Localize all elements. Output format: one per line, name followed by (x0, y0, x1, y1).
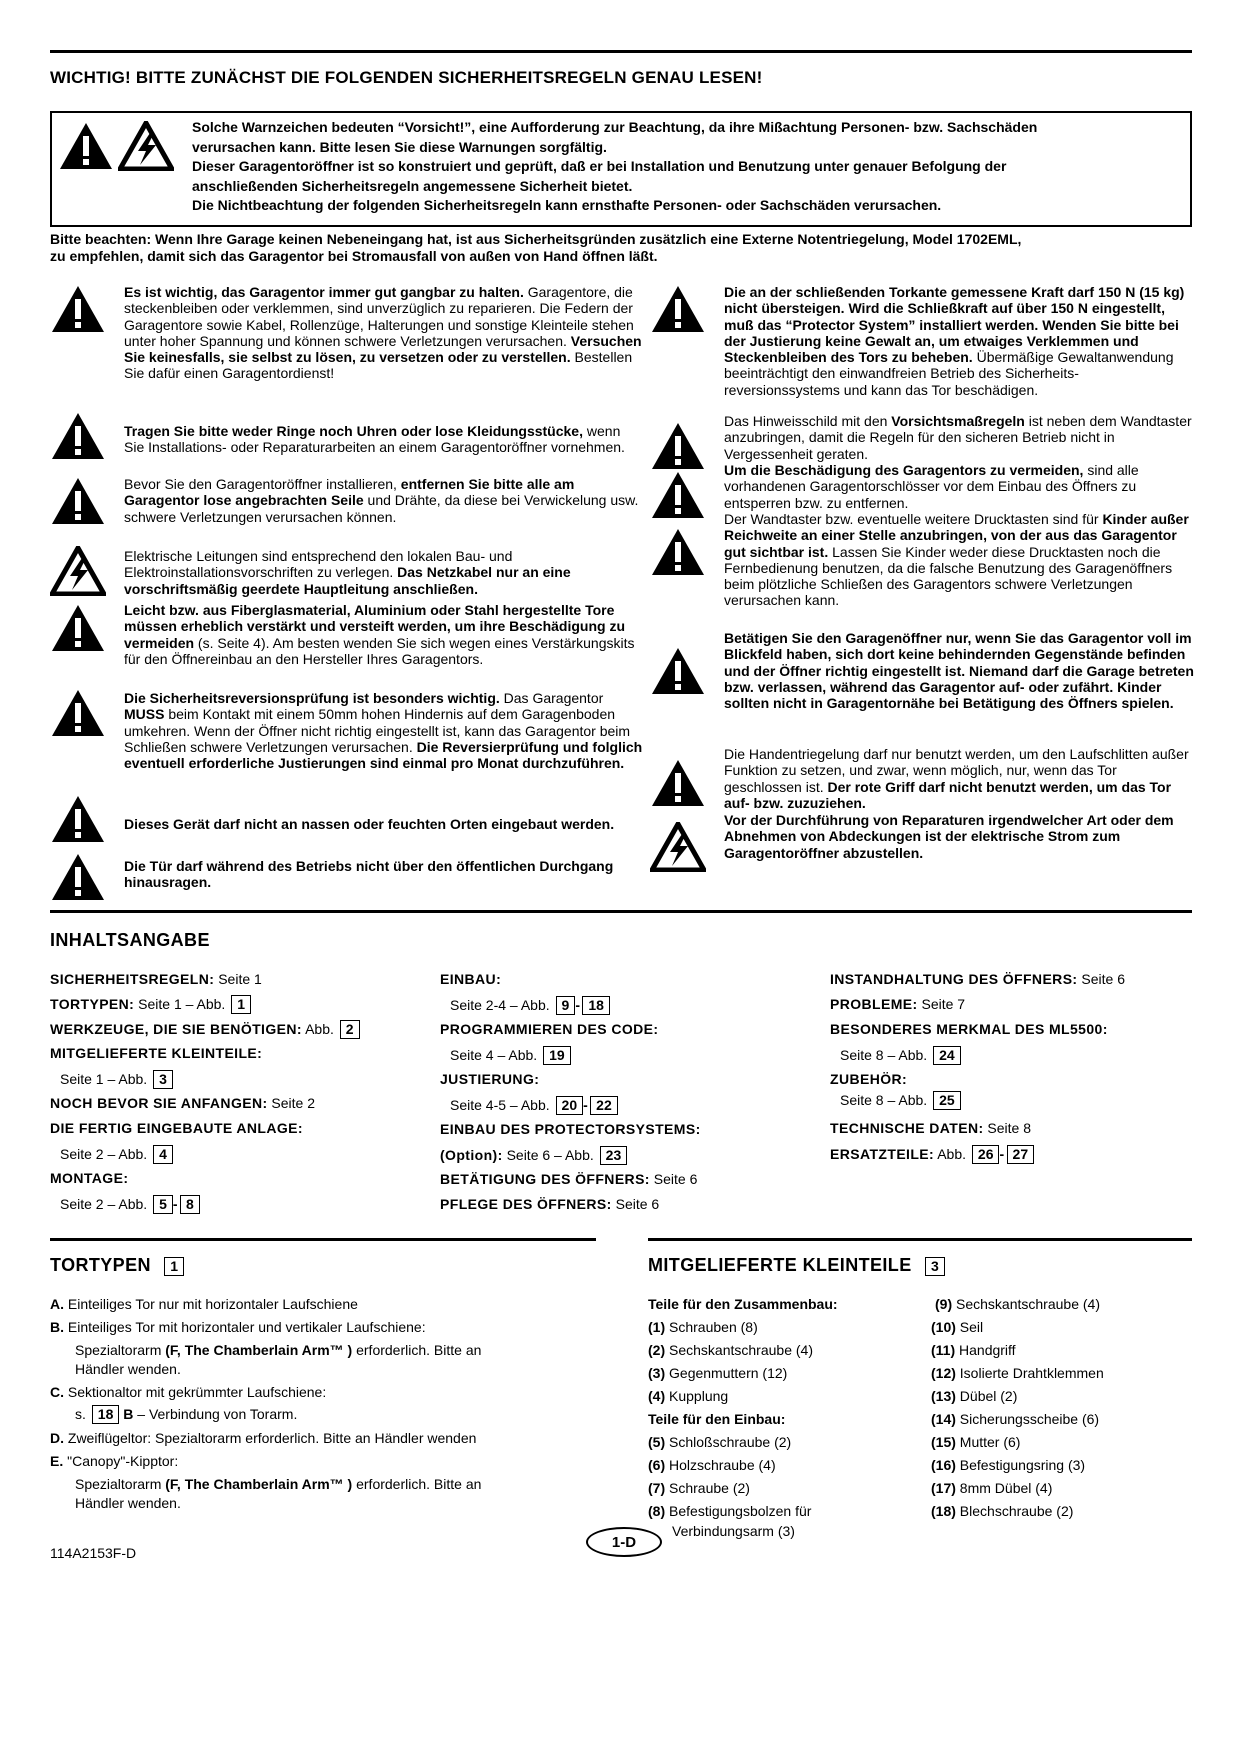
toc-col3-line7: TECHNISCHE DATEN: Seite 8 (830, 1120, 1032, 1136)
toc-col2-line1: EINBAU: (440, 971, 502, 987)
list-item: (3) Gegenmuttern (12) (648, 1365, 788, 1381)
toc-col1-line8: Seite 2 – Abb. 4 (60, 1145, 173, 1164)
warning-box (50, 111, 1192, 227)
toc-col3-line6: Seite 8 – Abb. 25 (840, 1091, 961, 1110)
list-item: (17) 8mm Dübel (4) (931, 1480, 1053, 1496)
list-item: (5) Schloßschraube (2) (648, 1434, 792, 1450)
warning-triangle-icon (50, 411, 106, 461)
toc-col2-line9: BETÄTIGUNG DES ÖFFNERS: Seite 6 (440, 1171, 698, 1187)
list-item: (7) Schraube (2) (648, 1480, 750, 1496)
warning-line-5: Die Nichtbeachtung der folgenden Sicherheitsregeln kann ernsthafte Personen- oder Sachschäden verursachen. (192, 197, 942, 213)
list-item: (12) Isolierte Drahtklemmen (931, 1365, 1104, 1381)
toc-rule (50, 910, 1192, 913)
warning-triangle-icon (50, 794, 106, 844)
list-item: (16) Befestigungsring (3) (931, 1457, 1086, 1473)
warning-line-2: verursachen kann. Bitte lesen Sie diese Warnungen sorgfältig. (192, 138, 607, 155)
warning-triangle-icon (50, 284, 106, 334)
safety-rules-right (650, 284, 1200, 904)
warning-triangle-icon (650, 421, 706, 471)
toc-col2-line4: Seite 4 – Abb. 19 (450, 1046, 571, 1065)
toc-col2-line8: (Option): Seite 6 – Abb. 23 (440, 1146, 627, 1165)
right-rule-7: Vor der Durchführung von Reparaturen irgendwelcher Art oder dem Abnehmen von Abdeckungen ist der elektrische Strom zum Garagentoröffner abzustellen. (724, 812, 1174, 861)
warning-line-1: Solche Warnzeichen bedeuten “Vorsicht!”, eine Aufforderung zur Beachtung, da ihre Mißachtung Personen- bzw. Sachschäden (192, 119, 1038, 135)
warning-triangle-icon (50, 476, 106, 526)
right-rule-1: Die an der schließenden Torkante gemessene Kraft darf 150 N (15 kg) nicht übersteigen. Wird die Schließkraft auf über 150 N eingestellt, muß das “Protector System” installiert werden. Wenden Sie bitte bei der Justierung keine Gewalt an, um etwaiges Verklemmen und Steckenbleiben des Tors zu beheben. Übermäßige Gewaltanwendung beeinträchtigt den einwandfreien Betrieb des Sicherheits-reversionssystems und kann das Tor beschädigen. (724, 284, 1185, 398)
toc-col2-line3: PROGRAMMIEREN DES CODE: (440, 1021, 659, 1037)
list-item: (18) Blechschraube (2) (931, 1503, 1074, 1519)
document-code: 114A2153F-D (50, 1545, 137, 1561)
list-item: (9) Sechskantschraube (4) (935, 1296, 1100, 1312)
toc-col1-line6: NOCH BEVOR SIE ANFANGEN: Seite 2 (50, 1095, 316, 1111)
electric-hazard-icon (50, 546, 106, 596)
left-rule-4: Elektrische Leitungen sind entsprechend den lokalen Bau- und Elektroinstallationsvorschriften zu verlegen. Das Netzkabel nur an eine vorschriftsmäßig geerdete Hauptleitung anschließen. (124, 548, 571, 597)
warning-triangle-icon (650, 527, 706, 577)
list-item: (6) Holzschraube (4) (648, 1457, 776, 1473)
list-item: (14) Sicherungsscheibe (6) (931, 1411, 1100, 1427)
left-rule-2: Tragen Sie bitte weder Ringe noch Uhren oder lose Kleidungsstücke, wenn Sie Installations- oder Reparaturarbeiten an einem Garagentoröffner vornehmen. (124, 423, 625, 456)
toc-col1-line10: Seite 2 – Abb. 5 - 8 (60, 1195, 200, 1214)
left-rule-6: Die Sicherheitsreversionsprüfung ist besonders wichtig. Das Garagentor MUSS beim Kontakt mit einem 50mm hohen Hindernis auf dem Garagenboden umkehren. Wenn der Öffner nicht richtig eingestellt ist, kann das Garagentor beim Schließen schwere Verletzungen verursachen. Die Reversierprüfung und folglich eventuell erforderliche Justierungen sind einmal pro Monat durchzuführen. (124, 690, 643, 772)
tortypen-b2: Spezialtorarm (F, The Chamberlain Arm™ ) erforderlich. Bitte an (75, 1342, 482, 1358)
toc-col2-line10: PFLEGE DES ÖFFNERS: Seite 6 (440, 1196, 660, 1212)
tortypen-d: D. Zweiflügeltor: Spezialtorarm erforderlich. Bitte an Händler wenden (50, 1430, 477, 1446)
tortypen-c2: s. 18 B – Verbindung von Torarm. (75, 1406, 298, 1422)
warning-line-3: Dieser Garagentoröffner ist so konstruiert und geprüft, daß er bei Installation und Benutzung unter genauer Befolgung der (192, 158, 1007, 174)
tortypen-rule (50, 1238, 596, 1241)
warning-line-4: anschließenden Sicherheitsregeln angemessene Sicherheit bietet. (192, 177, 633, 194)
right-rule-4: Der Wandtaster bzw. eventuelle weitere Drucktasten sind für Kinder außer Reichweite an einer Stelle anzubringen, von der aus das Garagentor gut sichtbar ist. Lassen Sie Kinder weder diese Drucktasten noch die Fernbedienung benutzen, da die falsche Benutzung des Garagenöffners beim plötzliche Schließen des Garagentors schwere Verletzungen verursachen kann. (724, 511, 1189, 609)
list-item: (15) Mutter (6) (931, 1434, 1021, 1450)
toc-col2-line6: Seite 4-5 – Abb. 20 - 22 (450, 1096, 618, 1115)
list-item: (2) Sechskantschraube (4) (648, 1342, 813, 1358)
warning-triangle-icon (650, 470, 706, 520)
toc-col1-line5: Seite 1 – Abb. 3 (60, 1070, 173, 1089)
warning-triangle-icon (50, 603, 106, 653)
list-item-continuation: Verbindungsarm (3) (672, 1523, 795, 1539)
toc-col3-line1: INSTANDHALTUNG DES ÖFFNERS: Seite 6 (830, 971, 1125, 987)
toc-col3-line8: ERSATZTEILE: Abb. 26 - 27 (830, 1145, 1034, 1164)
list-item: (1) Schrauben (8) (648, 1319, 758, 1335)
toc-col1-line2: TORTYPEN: Seite 1 – Abb. 1 (50, 995, 251, 1014)
kleinteile-heading: MITGELIEFERTE KLEINTEILE 3 (648, 1255, 945, 1276)
right-rule-3: Um die Beschädigung des Garagentors zu vermeiden, sind alle vorhandenen Garagentorschlösser vor dem Einbau des Öffners zu entsperren bzw. zu entfernen. (724, 462, 1139, 511)
page-title: WICHTIG! BITTE ZUNÄCHST DIE FOLGENDEN SICHERHEITSREGELN GENAU LESEN! (50, 68, 763, 87)
emergency-release-note (50, 231, 1200, 264)
list-item: (8) Befestigungsbolzen für (648, 1503, 812, 1519)
warning-triangle-icon (50, 852, 106, 902)
safety-rules-left (50, 284, 643, 904)
note-line-2: zu empfehlen, damit sich das Garagentor bei Stromausfall von außen von Hand öffnen läßt. (50, 247, 658, 264)
toc-col1-line1: SICHERHEITSREGELN: Seite 1 (50, 971, 262, 987)
list-item: (11) Handgriff (931, 1342, 1016, 1358)
left-rule-7: Dieses Gerät darf nicht an nassen oder feuchten Orten eingebaut werden. (124, 816, 615, 832)
tortypen-e3: Händler wenden. (75, 1495, 181, 1511)
electric-hazard-icon (650, 822, 706, 872)
kleinteile-rule (648, 1238, 1192, 1241)
warning-triangle-icon (58, 121, 114, 171)
list-item: (10) Seil (931, 1319, 984, 1335)
warning-triangle-icon (650, 646, 706, 696)
warning-triangle-icon (650, 284, 706, 334)
tortypen-e2: Spezialtorarm (F, The Chamberlain Arm™ ) erforderlich. Bitte an (75, 1476, 482, 1492)
tortypen-c: C. Sektionaltor mit gekrümmter Laufschiene: (50, 1384, 327, 1400)
left-rule-8: Die Tür darf während des Betriebs nicht über den öffentlichen Durchgang hinausragen. (124, 858, 614, 891)
warning-triangle-icon (50, 688, 106, 738)
tortypen-a: A. Einteiliges Tor nur mit horizontaler Laufschiene (50, 1296, 358, 1312)
toc-col1-line3: WERKZEUGE, DIE SIE BENÖTIGEN: Abb. 2 (50, 1020, 360, 1039)
right-rule-5: Betätigen Sie den Garagenöffner nur, wenn Sie das Garagentor voll im Blickfeld haben, sich dort keine behindernden Gegenstände befinden und der Öffner richtig eingestellt ist. Niemand darf die Garage betreten bzw. verlassen, während das Garagentor auf- oder zufährt. Kinder sollten nicht in Garagentornähe bei Betätigung des Öffners spielen. (724, 630, 1194, 712)
kleinteile-sub-zusammenbau: Teile für den Zusammenbau: (648, 1296, 838, 1312)
top-rule (50, 50, 1192, 53)
toc-heading: INHALTSANGABE (50, 930, 210, 950)
toc-col3-line5: ZUBEHÖR: (830, 1071, 908, 1087)
page-number: 1-D (611, 1533, 637, 1551)
tortypen-e: E. "Canopy"-Kipptor: (50, 1453, 179, 1469)
kleinteile-sub-einbau: Teile für den Einbau: (648, 1411, 786, 1427)
toc-col2-line5: JUSTIERUNG: (440, 1071, 540, 1087)
list-item: (4) Kupplung (648, 1388, 729, 1404)
note-line-1: Bitte beachten: Wenn Ihre Garage keinen Nebeneingang hat, ist aus Sicherheitsgründen zusätzlich eine Externe Notentriegelung, Model 1702EML, (50, 231, 1022, 247)
toc-col3-line2: PROBLEME: Seite 7 (830, 996, 966, 1012)
tortypen-heading: TORTYPEN 1 (50, 1255, 184, 1276)
warning-triangle-icon (650, 758, 706, 808)
electric-hazard-icon (118, 121, 174, 171)
right-rule-2: Das Hinweisschild mit den Vorsichtsmaßregeln ist neben dem Wandtaster anzubringen, damit die Regeln für den sicheren Betrieb nicht in Vergessenheit geraten. (724, 413, 1192, 462)
toc-col3-line3: BESONDERES MERKMAL DES ML5500: (830, 1021, 1108, 1037)
right-rule-6: Die Handentriegelung darf nur benutzt werden, um den Laufschlitten außer Funktion zu setzen, und zwar, wenn möglich, nur, wenn das Tor geschlossen ist. Der rote Griff darf nicht benutzt werden, um das Tor auf- bzw. zuzuziehen. (724, 746, 1189, 811)
left-rule-5: Leicht bzw. aus Fiberglasmaterial, Aluminium oder Stahl hergestellte Tore müssen erheblich verstärkt und versteift werden, um ihre Beschädigung zu vermeiden (s. Seite 4). Am besten wenden Sie sich wegen eines Verstärkungskits für den Öffnereinbau an den Hersteller Ihres Garagentors. (124, 602, 635, 667)
left-rule-1: Es ist wichtig, das Garagentor immer gut gangbar zu halten. Garagentore, die steckenbleiben oder verklemmen, sind unverzüglich zu reparieren. Die Federn der Garagentore sowie Kabel, Rollenzüge, Halterungen und sonstige Kleinteile stehen unter hoher Spannung und können schwere Verletzungen verursachen. Versuchen Sie keinesfalls, sie selbst zu lösen, zu versetzen oder zu verstellen. Bestellen Sie dafür einen Garagentordienst! (124, 284, 642, 382)
page-number-badge (586, 1527, 662, 1557)
list-item: (13) Dübel (2) (931, 1388, 1018, 1404)
tortypen-b: B. Einteiliges Tor mit horizontaler und vertikaler Laufschiene: (50, 1319, 426, 1335)
tortypen-b3: Händler wenden. (75, 1361, 181, 1377)
left-rule-3: Bevor Sie den Garagentoröffner installieren, entfernen Sie bitte alle am Garagentor lose angebrachten Seile und Drähte, da diese bei Verwickelung usw. schwere Verletzungen verursachen können. (124, 476, 639, 525)
toc-col3-line4: Seite 8 – Abb. 24 (840, 1046, 961, 1065)
toc-col2-line7: EINBAU DES PROTECTORSYSTEMS: (440, 1121, 701, 1137)
toc-col2-line2: Seite 2-4 – Abb. 9 - 18 (450, 996, 610, 1015)
toc-col1-line9: MONTAGE: (50, 1170, 129, 1186)
toc-col1-line4: MITGELIEFERTE KLEINTEILE: (50, 1045, 263, 1061)
toc-col1-line7: DIE FERTIG EINGEBAUTE ANLAGE: (50, 1120, 303, 1136)
